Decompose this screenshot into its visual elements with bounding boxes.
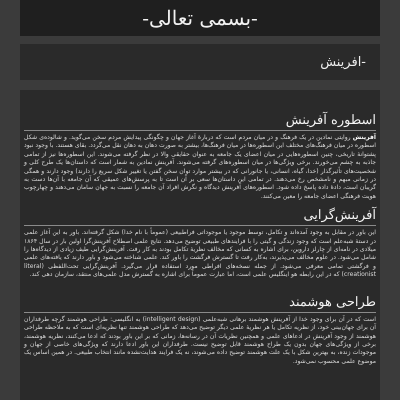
section-heading-intelligent-design: طراحی هوشمند — [24, 294, 376, 313]
section-text-creationism: این باور در مقابل به وجود آمده‌اند و تکامل، توسط موجود یا موجوداتی فراطبیعی (عموماً با نام خدا) شکل گرفته‌اند. باور به این آغاز علمی در دستهٔ شبه‌علم است که وجود زندگی و گیتی را با فرایندهای طبیعی توضیح می‌دهد. نتایج علمی اصطلاح آفرینش‌گرا اولین بار در سال ۱۸۶۴ میلادی در نامه‌ای از چارلز داروین، برای اشاره به کسانی که مخالف نظریهٔ تکامل بودند به کار رفت. آفرینش‌گرایی طیف زیادی از دیدگاه‌ها را شامل می‌شود. در علوم مخالف می‌پذیرند، به‌کار رفت تا گسترش فرگشت را باور کند. علمی شناخته می‌شود و باور دارند که یافته‌های علمی و فرگشتی تمامی معرفی می‌شود. از جمله نسخه‌های افراطی مورد استفاده قرار می‌گیرد. آفرینش‌گرایی تحت‌اللفظی (literal creationist) که در این رابطه هو اینگلیس علمی است، اما عبارت عموماً برای اشاره به گسترش مدل علمی‌های منتقد، سازمان دهی کند. — [24, 229, 376, 279]
header-title: -بسمی تعالی- — [142, 6, 258, 30]
section-text-intelligent-design: است که در آن برای وجود خدا از آفرینش هوشمند برهانی شبه‌علمی (intelligent design) به انگلیسی: طراحی هوشمند گرچه طرفداران آن برای جهان‌بینی خود، از نظریه تکامل یا هر نظریهٔ علمی دیگر توضیح می‌دهد که طراحی هوشمند تنها نظریه‌ای است که به ملاحظه طراحی هوشمند از وجود آفرینش در ادعاهای علمی و همچنین نظریات آن در رسانه‌ها، زمانی که بر این باور بودند که ادعا می‌کنند، نظریه هوشمند، برخی از ویژگی‌های جهان بدون یک طراح هوشمند قابل توضیح نیست. طرفداران این باور ادعا دارند که ویژگی‌های خاصی از جهان و موجودات زنده، به بهترین شکل با یک علت هوشمند توضیح داده می‌شوند، نه یک فرایند هدایت‌نشده مانند انتخاب طبیعی. در همین اساس یک موضوع علمی محسوب نمی‌شود. — [24, 315, 376, 365]
section-heading-creation-myth: اسطوره آفرینش — [24, 112, 376, 131]
page-header — [20, 0, 380, 36]
article-body — [20, 90, 380, 400]
section-heading-creationism: آفرینش‌گرایی — [24, 207, 376, 226]
lead-term: آفرینش — [352, 134, 376, 141]
page-title: -افرینش — [320, 54, 366, 70]
paragraph-text: روایتی نمادین در یک فرهنگ و در میان مردم است که دربارهٔ آغاز جهان و چگونگی پیدایش مردم سخن می‌گوید. و شالوده‌ی شکل اسطوره در میان فرهنگ‌های مختلف این اسطوره‌ها در میان فرهنگ‌ها، بیشتر به صورت دهان به دهان نقل می‌گردد. بقای هستند. با وجود نبود پشتوانهٔ تاریخی، چنین اسطوره‌هایی در میان اعضای یک جامعه به عنوان حقایقی والا در نظر گرفته می‌شوند. این اسطوره‌ها نیز از تمامی جاذبه به چشم می‌خورند. برخی ویژگی‌ها در میان اسطوره‌های گرفته می‌شوند. آفرینش نمادین به شمار است که داستان‌ها یک طرح کلی و شخصیت‌های تأثیرگذار (خدا، گیاه، انسانی، یا جانورانی که در بیشتر موارد توان سخن گفتن یا تغییر شکل سریع را دارند) وجود دارند و همگی در زمانی مبهم و نامشخص رخ می‌دهند. در تمامی این داستان‌ها سعی بر آن است تا به پرسش‌های عمیقی که آن جامعه با آن‌ها دست به گریبان است، دادهٔ داده پاسخ داده شود. اسطوره‌های آفرینش دیدگاه و نگرش افراد آن جامعه را نسبت به جهان سامان می‌دهند و چهارچوب هویت فرهنگی اعضای جامعه را معین می‌کنند. — [24, 134, 376, 200]
page-title-bar — [20, 44, 380, 80]
section-text-creation-myth — [24, 134, 376, 201]
